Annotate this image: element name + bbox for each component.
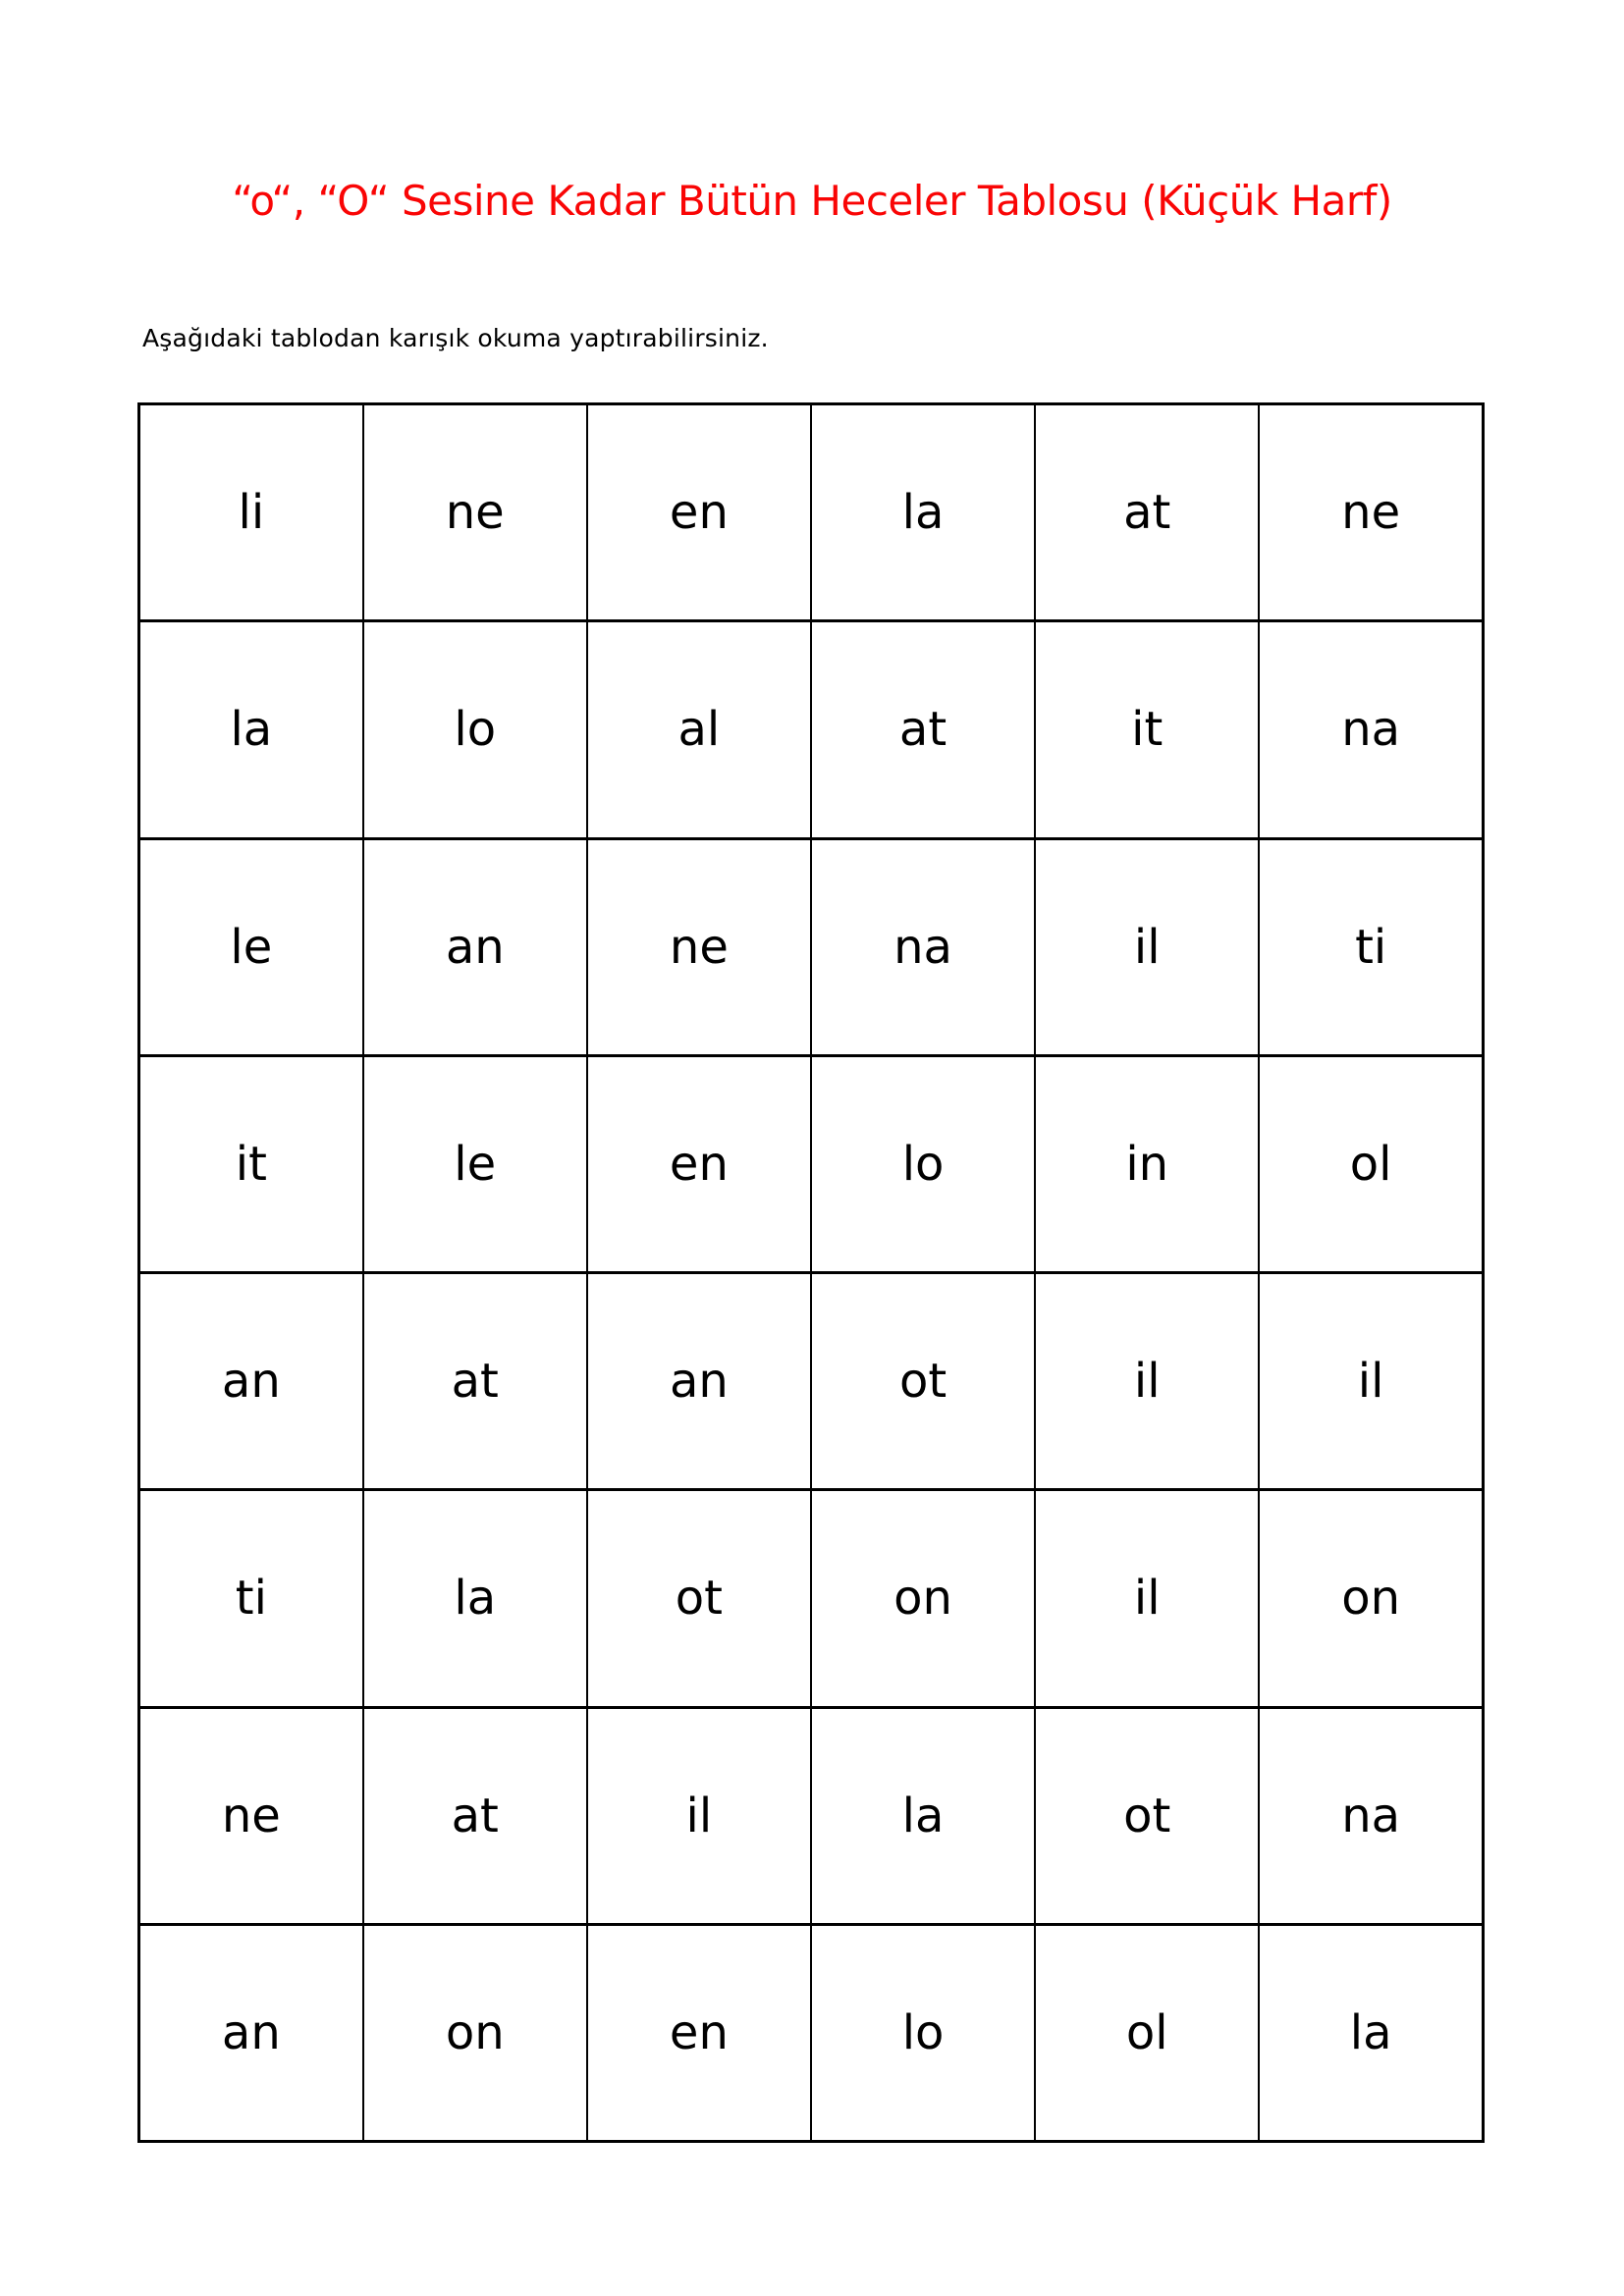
- syllable-cell: la: [811, 404, 1035, 621]
- syllable-cell: on: [363, 1924, 587, 2141]
- syllable-cell: en: [587, 1924, 811, 2141]
- syllable-cell: en: [587, 1055, 811, 1272]
- syllable-cell: ol: [1259, 1055, 1483, 1272]
- syllable-cell: in: [1035, 1055, 1259, 1272]
- table-row: [139, 1490, 1484, 1707]
- syllable-cell: ne: [363, 404, 587, 621]
- syllable-cell: na: [1259, 1707, 1483, 1924]
- table-row: [139, 1924, 1484, 2141]
- syllable-cell: il: [1259, 1273, 1483, 1490]
- syllable-cell: an: [363, 838, 587, 1055]
- syllable-cell: lo: [811, 1055, 1035, 1272]
- syllable-cell: lo: [811, 1924, 1035, 2141]
- syllable-cell: le: [139, 838, 363, 1055]
- syllable-cell: ot: [587, 1490, 811, 1707]
- table-row: [139, 1273, 1484, 1490]
- syllable-cell: la: [1259, 1924, 1483, 2141]
- syllable-cell: an: [587, 1273, 811, 1490]
- syllable-cell: na: [1259, 621, 1483, 838]
- syllable-cell: an: [139, 1273, 363, 1490]
- syllable-cell: ne: [587, 838, 811, 1055]
- table-row: [139, 1707, 1484, 1924]
- syllable-cell: lo: [363, 621, 587, 838]
- syllable-table: [137, 402, 1485, 2143]
- syllable-cell: at: [363, 1273, 587, 1490]
- syllable-cell: la: [139, 621, 363, 838]
- syllable-cell: on: [811, 1490, 1035, 1707]
- syllable-cell: ne: [1259, 404, 1483, 621]
- syllable-cell: il: [1035, 1490, 1259, 1707]
- table-row: [139, 838, 1484, 1055]
- syllable-cell: li: [139, 404, 363, 621]
- syllable-cell: at: [1035, 404, 1259, 621]
- syllable-cell: il: [1035, 1273, 1259, 1490]
- syllable-cell: la: [811, 1707, 1035, 1924]
- syllable-cell: an: [139, 1924, 363, 2141]
- syllable-cell: ne: [139, 1707, 363, 1924]
- syllable-cell: en: [587, 404, 811, 621]
- table-row: [139, 404, 1484, 621]
- syllable-table-body: [139, 404, 1484, 2142]
- syllable-cell: it: [139, 1055, 363, 1272]
- syllable-cell: la: [363, 1490, 587, 1707]
- syllable-cell: ti: [1259, 838, 1483, 1055]
- syllable-cell: al: [587, 621, 811, 838]
- worksheet-title: “o“, “O“ Sesine Kadar Bütün Heceler Tablosu (Küçük Harf): [232, 177, 1392, 225]
- table-row: [139, 1055, 1484, 1272]
- syllable-cell: at: [363, 1707, 587, 1924]
- table-row: [139, 621, 1484, 838]
- syllable-cell: ol: [1035, 1924, 1259, 2141]
- syllable-cell: on: [1259, 1490, 1483, 1707]
- syllable-cell: it: [1035, 621, 1259, 838]
- syllable-cell: il: [1035, 838, 1259, 1055]
- syllable-cell: ot: [1035, 1707, 1259, 1924]
- syllable-cell: na: [811, 838, 1035, 1055]
- syllable-cell: at: [811, 621, 1035, 838]
- instruction-text: Aşağıdaki tablodan karışık okuma yaptırabilirsiniz.: [142, 324, 769, 352]
- syllable-cell: ot: [811, 1273, 1035, 1490]
- syllable-cell: ti: [139, 1490, 363, 1707]
- syllable-cell: il: [587, 1707, 811, 1924]
- syllable-cell: le: [363, 1055, 587, 1272]
